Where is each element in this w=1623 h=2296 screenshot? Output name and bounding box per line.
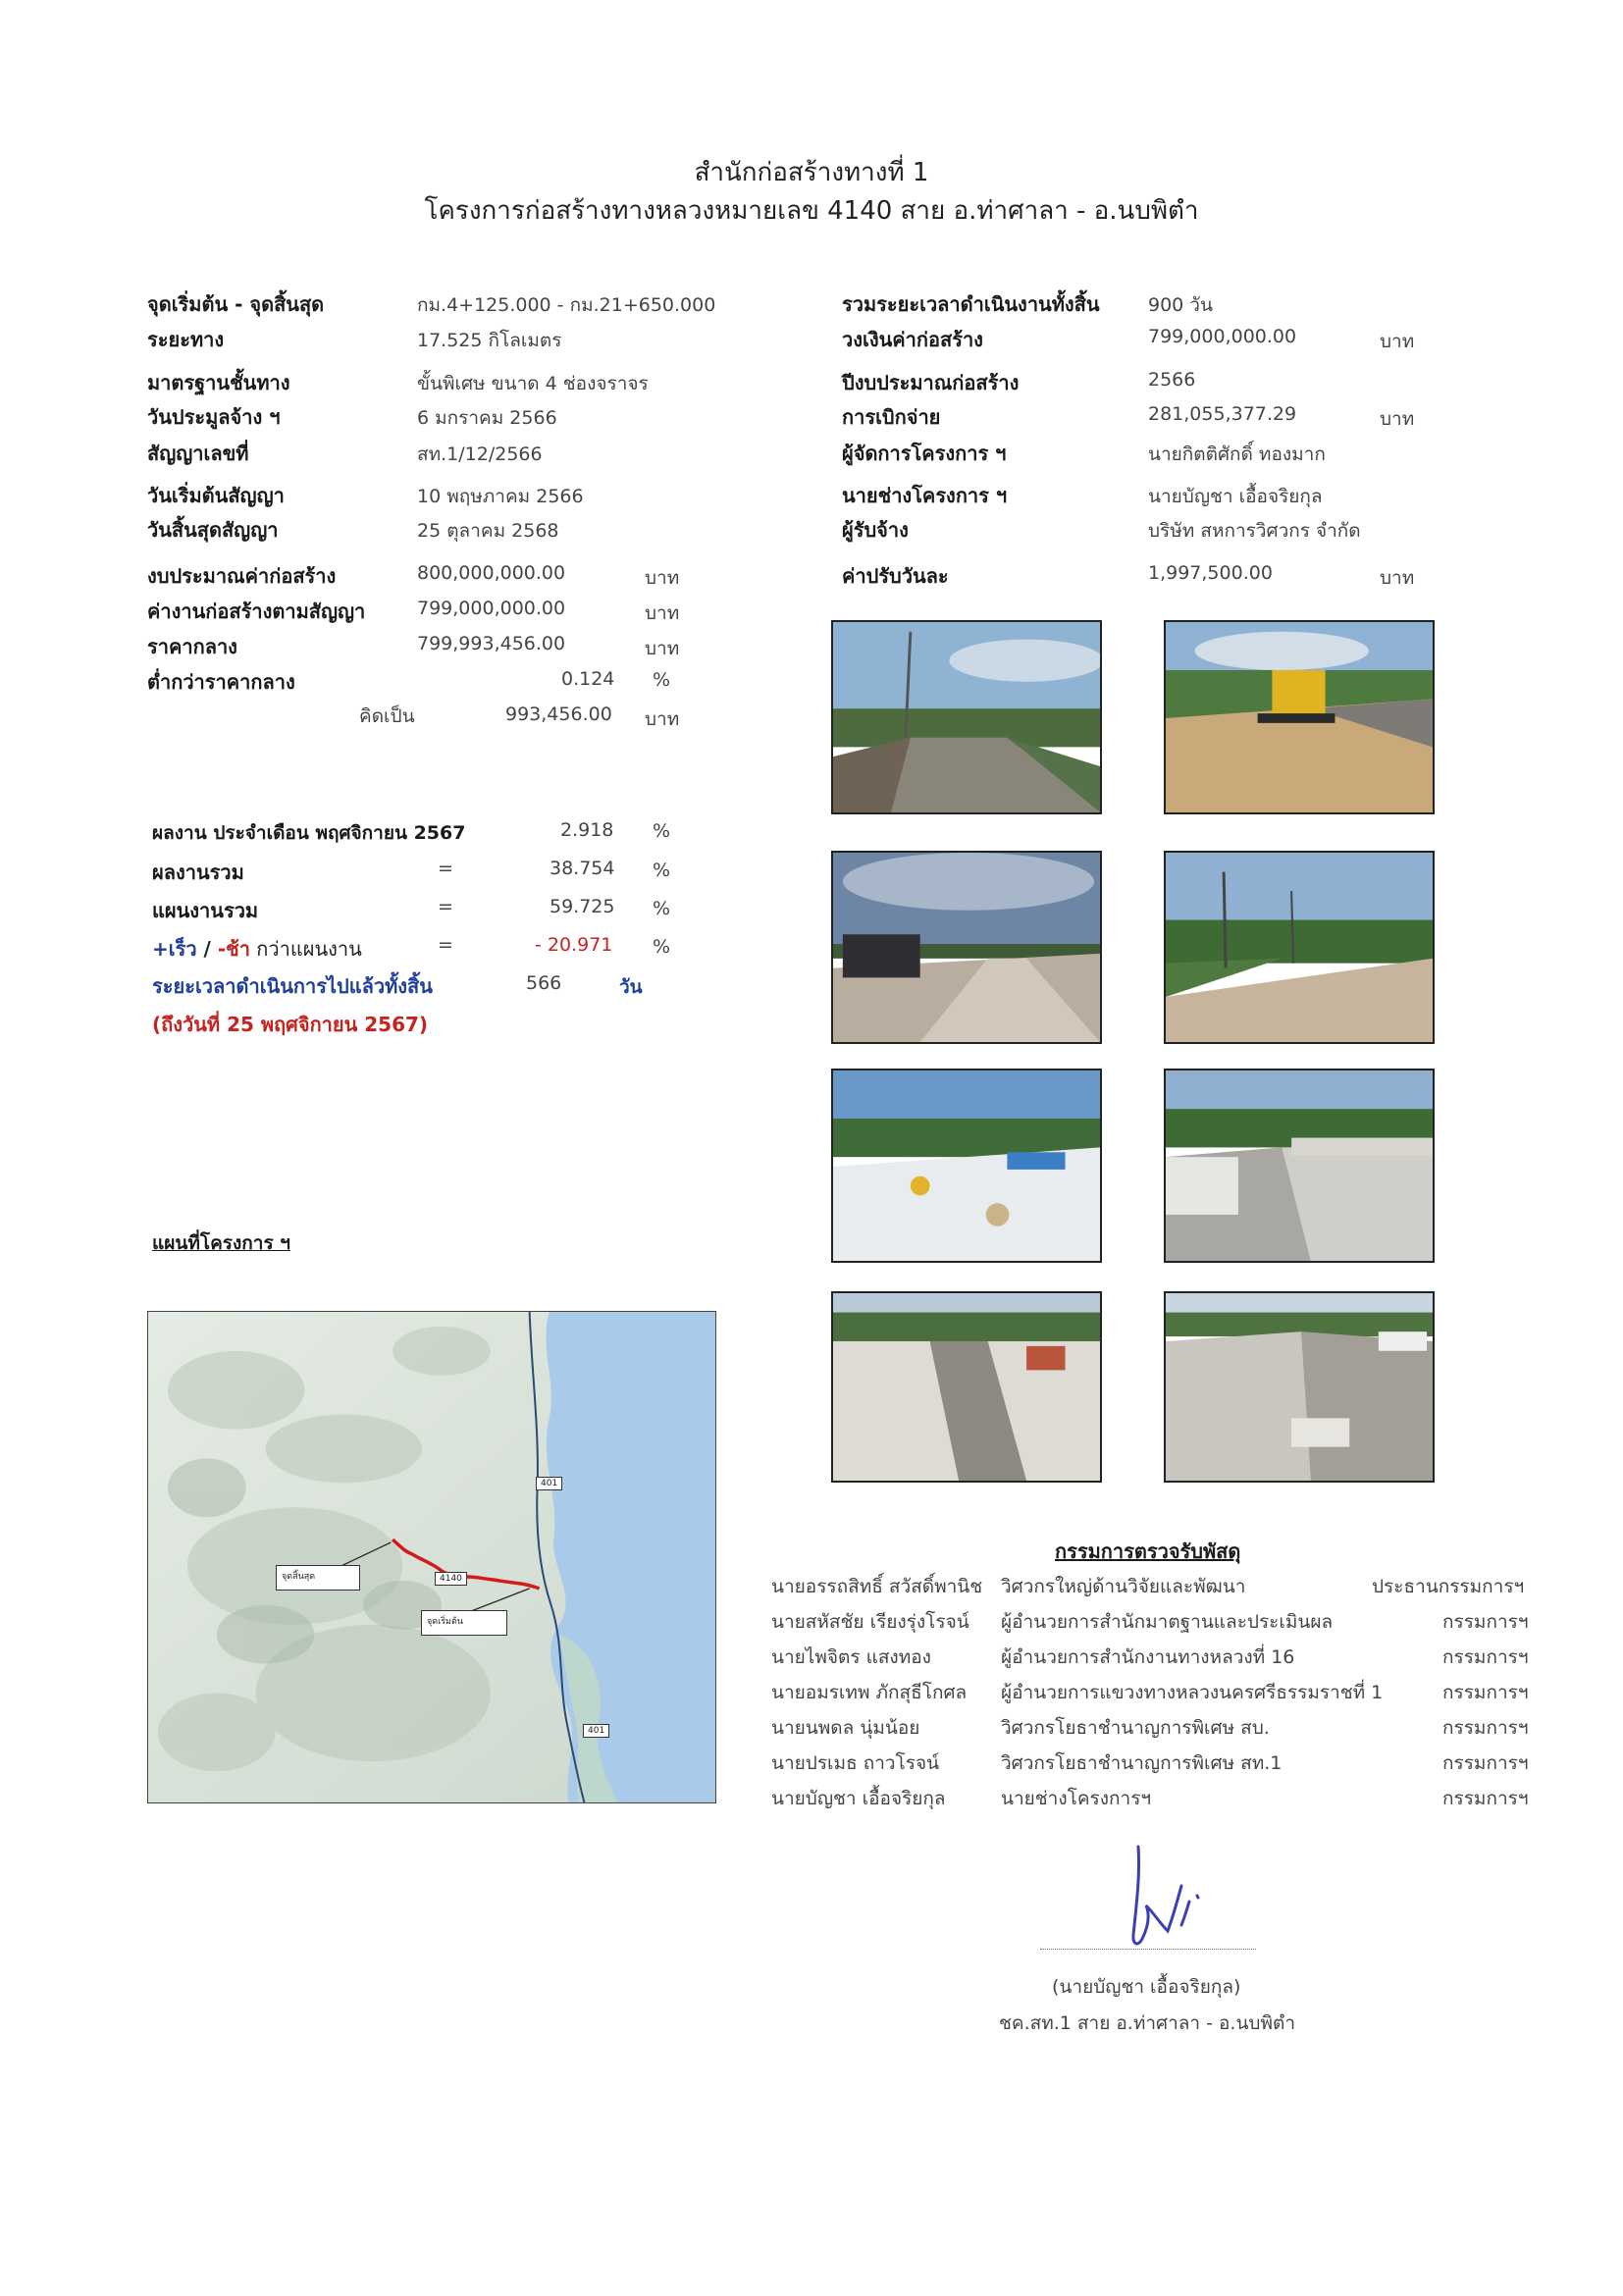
eq-sign: = xyxy=(438,896,453,917)
diff-label xyxy=(152,933,362,965)
project-map xyxy=(147,1311,716,1803)
member-role: กรรมการฯ xyxy=(1442,1682,1529,1703)
map-end-label: จุดสิ้นสุด xyxy=(276,1565,360,1591)
member-position: วิศวกรโยธาชำนาญการพิเศษ สท.1 xyxy=(1001,1752,1283,1774)
calc-unit: บาท xyxy=(645,708,680,730)
diff-separator: / xyxy=(196,937,218,961)
info-value: 281,055,377.29 xyxy=(1148,403,1297,425)
map-start-label: จุดเริ่มต้น xyxy=(421,1610,507,1636)
office-title: สำนักก่อสร้างทางที่ 1 xyxy=(694,158,929,187)
route-4140-shield: 4140 xyxy=(435,1572,467,1586)
member-role: กรรมการฯ xyxy=(1442,1752,1529,1774)
signatory-position: ชค.สท.1 สาย อ.ท่าศาลา - อ.นบพิตำ xyxy=(999,2012,1296,2034)
site-photo-image xyxy=(1166,622,1433,812)
info-value: 0.124 xyxy=(561,668,615,690)
info-label: ผู้รับจ้าง xyxy=(842,518,909,542)
monthly-progress-value: 2.918 xyxy=(560,819,614,841)
member-position: นายช่างโครงการฯ xyxy=(1001,1788,1152,1809)
info-unit: บาท xyxy=(1380,567,1415,589)
member-name: นายบัญชา เอื้อจริยกุล xyxy=(771,1788,946,1809)
info-value: 900 วัน xyxy=(1148,294,1213,316)
site-photo-image xyxy=(833,622,1100,812)
map-title: แผนที่โครงการ ฯ xyxy=(152,1232,290,1254)
diff-value: - 20.971 xyxy=(535,934,613,956)
total-progress-label: ผลงานรวม xyxy=(152,861,244,884)
info-value: 25 ตุลาคม 2568 xyxy=(417,520,559,542)
info-value: 1,997,500.00 xyxy=(1148,562,1273,584)
calc-value: 993,456.00 xyxy=(505,704,612,725)
diff-slow-label: -ช้า xyxy=(217,937,250,961)
info-label: มาตรฐานชั้นทาง xyxy=(147,371,290,394)
info-value: นายกิตติศักดิ์ ทองมาก xyxy=(1148,444,1326,465)
calc-label: คิดเป็น xyxy=(359,705,415,727)
signature-mark xyxy=(1079,1837,1276,1955)
info-value: ขั้นพิเศษ ขนาด 4 ช่องจราจร xyxy=(417,373,649,394)
route-401-shield-top: 401 xyxy=(536,1477,562,1490)
info-value: กม.4+125.000 - กม.21+650.000 xyxy=(417,294,716,316)
pct-unit: % xyxy=(653,898,671,919)
site-photo-image xyxy=(1166,1070,1433,1261)
member-name: นายไพจิตร แสงทอง xyxy=(771,1646,931,1668)
info-label: วันเริ่มต้นสัญญา xyxy=(147,484,285,507)
site-photo-image xyxy=(1166,1293,1433,1481)
total-progress-value: 38.754 xyxy=(550,858,615,879)
committee-title: กรรมการตรวจรับพัสดุ xyxy=(1055,1539,1241,1563)
site-photo xyxy=(831,1291,1102,1483)
info-label: วงเงินค่าก่อสร้าง xyxy=(842,328,983,351)
member-role: กรรมการฯ xyxy=(1442,1788,1529,1809)
route-401-shield-bottom: 401 xyxy=(583,1724,609,1738)
member-role: กรรมการฯ xyxy=(1442,1611,1529,1633)
info-value: 800,000,000.00 xyxy=(417,562,566,584)
monthly-progress-label: ผลงาน ประจำเดือน พฤศจิกายน 2567 xyxy=(152,822,466,844)
pct-unit: % xyxy=(653,936,671,958)
info-value: นายบัญชา เอื้อจริยกุล xyxy=(1148,486,1323,507)
info-unit: บาท xyxy=(645,638,680,659)
info-label: ราคากลาง xyxy=(147,635,237,658)
pct-unit: % xyxy=(653,820,671,842)
member-position: ผู้อำนวยการแขวงทางหลวงนครศรีธรรมราชที่ 1 xyxy=(1001,1682,1384,1703)
info-label: ปีงบประมาณก่อสร้าง xyxy=(842,371,1020,394)
info-unit: บาท xyxy=(645,567,680,589)
member-role: กรรมการฯ xyxy=(1442,1646,1529,1668)
site-photo xyxy=(1164,1069,1435,1263)
site-photo-image xyxy=(1166,853,1433,1042)
project-title: โครงการก่อสร้างทางหลวงหมายเลข 4140 สาย อ.ท่าศาลา - อ.นบพิตำ xyxy=(424,196,1199,226)
elapsed-value: 566 xyxy=(526,972,562,994)
info-label: ระยะทาง xyxy=(147,328,225,351)
info-value: สท.1/12/2566 xyxy=(417,444,543,465)
member-role: ประธานกรรมการฯ xyxy=(1372,1576,1525,1597)
member-position: วิศวกรใหญ่ด้านวิจัยและพัฒนา xyxy=(1001,1576,1246,1597)
pct-unit: % xyxy=(653,860,671,881)
info-value: บริษัท สหการวิศวกร จำกัด xyxy=(1148,520,1361,542)
site-photo xyxy=(1164,851,1435,1044)
member-role: กรรมการฯ xyxy=(1442,1717,1529,1739)
info-label: ค่าปรับวันละ xyxy=(842,564,949,588)
info-label: งบประมาณค่าก่อสร้าง xyxy=(147,564,337,588)
plan-progress-value: 59.725 xyxy=(550,896,615,917)
info-value: 17.525 กิโลเมตร xyxy=(417,330,562,351)
info-unit: บาท xyxy=(1380,408,1415,430)
info-label: ต่ำกว่าราคากลาง xyxy=(147,670,295,694)
member-name: นายอรรถสิทธิ์ สวัสดิ์พานิช xyxy=(771,1576,983,1597)
info-label: รวมระยะเวลาดำเนินงานทั้งสิ้น xyxy=(842,292,1100,316)
info-label: วันสิ้นสุดสัญญา xyxy=(147,518,279,542)
info-value: 2566 xyxy=(1148,369,1196,391)
member-name: นายสหัสชัย เรียงรุ่งโรจน์ xyxy=(771,1611,969,1633)
info-value: 799,000,000.00 xyxy=(1148,326,1297,347)
signature-line xyxy=(1040,1949,1256,1950)
plan-progress-label: แผนงานรวม xyxy=(152,899,259,922)
info-value: 6 มกราคม 2566 xyxy=(417,407,557,429)
as-of-date: (ถึงวันที่ 25 พฤศจิกายน 2567) xyxy=(152,1013,429,1036)
info-label: วันประมูลจ้าง ฯ xyxy=(147,405,281,429)
info-unit: % xyxy=(653,669,671,691)
site-photo-image xyxy=(833,1070,1100,1261)
elapsed-label: ระยะเวลาดำเนินการไปแล้วทั้งสิ้น xyxy=(152,974,433,998)
member-position: ผู้อำนวยการสำนักงานทางหลวงที่ 16 xyxy=(1001,1646,1295,1668)
site-photo xyxy=(831,620,1102,814)
info-label: ผู้จัดการโครงการ ฯ xyxy=(842,442,1007,465)
map-graphic xyxy=(148,1312,715,1802)
member-name: นายอมรเทพ ภักสุธีโกศล xyxy=(771,1682,968,1703)
site-photo-image xyxy=(833,853,1100,1042)
info-value: 799,000,000.00 xyxy=(417,598,566,619)
member-name: นายนพดล นุ่มน้อย xyxy=(771,1717,920,1739)
info-unit: บาท xyxy=(645,602,680,624)
site-photo xyxy=(831,851,1102,1044)
diff-rest-label: กว่าแผนงาน xyxy=(249,937,362,961)
site-photo xyxy=(1164,620,1435,814)
signature-graphic xyxy=(1079,1837,1276,1955)
member-position: วิศวกรโยธาชำนาญการพิเศษ สบ. xyxy=(1001,1717,1270,1739)
member-name: นายปรเมธ ถาวโรจน์ xyxy=(771,1752,940,1774)
info-value: 10 พฤษภาคม 2566 xyxy=(417,486,584,507)
info-label: จุดเริ่มต้น - จุดสิ้นสุด xyxy=(147,292,325,316)
eq-sign: = xyxy=(438,858,453,879)
info-label: นายช่างโครงการ ฯ xyxy=(842,484,1008,507)
eq-sign: = xyxy=(438,934,453,956)
info-label: การเบิกจ่าย xyxy=(842,405,941,429)
site-photo-image xyxy=(833,1293,1100,1481)
info-unit: บาท xyxy=(1380,331,1415,352)
info-label: สัญญาเลขที่ xyxy=(147,442,249,465)
elapsed-unit: วัน xyxy=(619,976,643,998)
member-position: ผู้อำนวยการสำนักมาตฐานและประเมินผล xyxy=(1001,1611,1334,1633)
site-photo xyxy=(1164,1291,1435,1483)
site-photo xyxy=(831,1069,1102,1263)
signatory-name: (นายบัญชา เอื้อจริยกุล) xyxy=(1052,1976,1241,1998)
info-label: ค่างานก่อสร้างตามสัญญา xyxy=(147,600,366,623)
info-value: 799,993,456.00 xyxy=(417,633,566,654)
diff-fast-label: +เร็ว xyxy=(152,937,197,961)
